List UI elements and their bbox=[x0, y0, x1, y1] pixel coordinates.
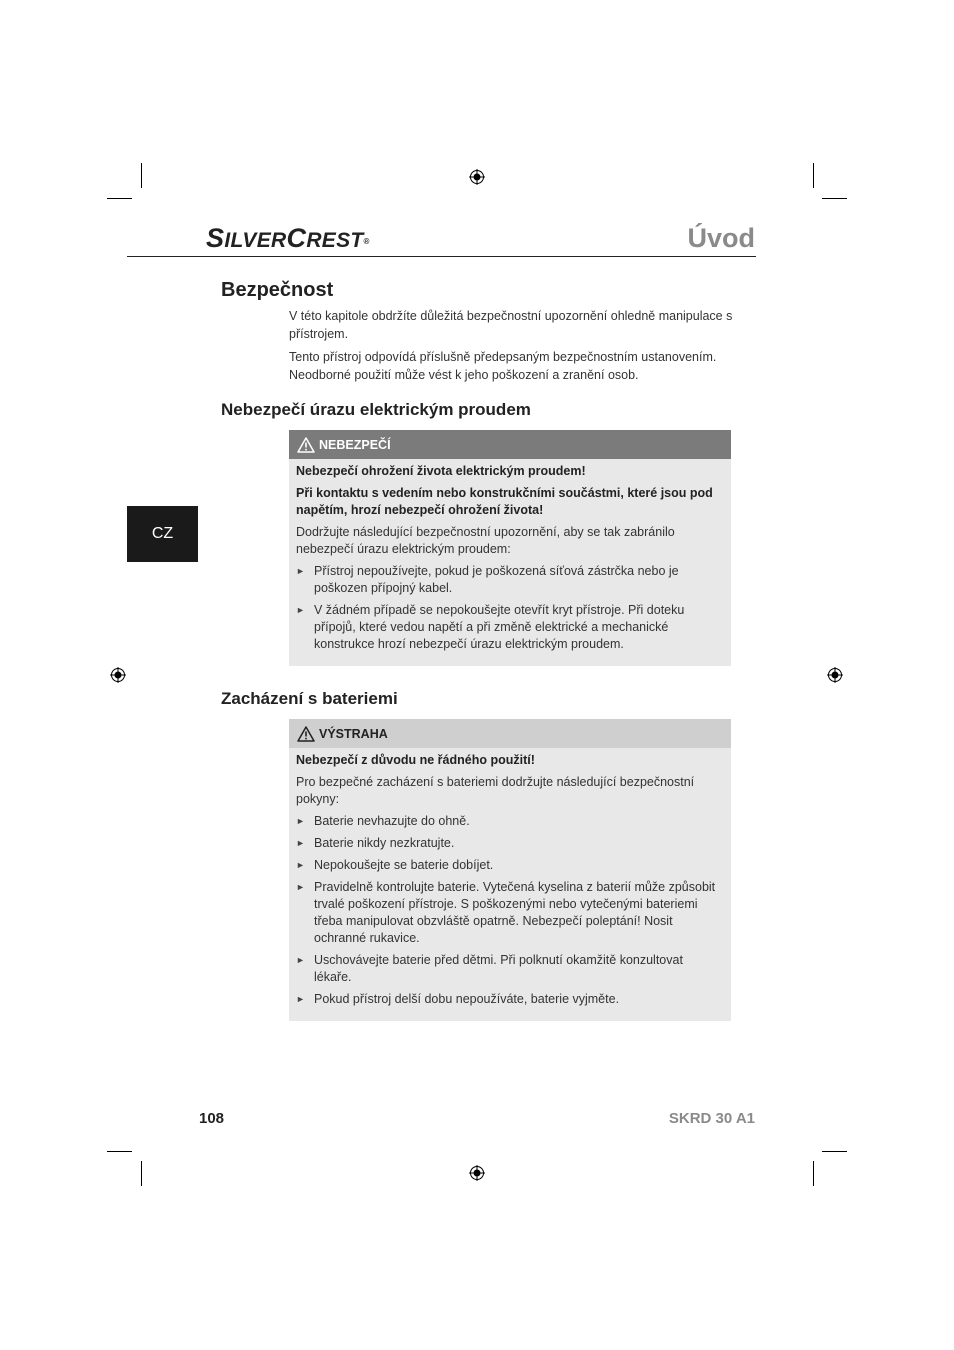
crop-mark bbox=[822, 198, 847, 199]
list-item bbox=[296, 952, 723, 986]
list-item-text: V žádném případě se nepokoušejte otevřít kryt přístroje. Při doteku přípojů, které vedou napětí a při změně elektrické a mechanické konstrukce hrozí nebezpečí úrazu elektrickým proudem. bbox=[314, 603, 685, 651]
registration-mark-icon bbox=[469, 1165, 485, 1181]
crop-mark bbox=[813, 163, 814, 188]
crop-mark bbox=[813, 1161, 814, 1186]
arrow-bullet-icon: ► bbox=[296, 860, 305, 870]
list-item-text: Pravidelně kontrolujte baterie. Vytečená kyselina z baterií může způsobit trvalé poškození přístroje. S poškozenými nebo vytečenými bateriemi třeba manipulovat obzvláště opatrně. Nebezpečí poleptání! Nosit ochranné rukavice. bbox=[314, 880, 716, 945]
warning-bold-text: Nebezpečí z důvodu ne řádného použití! bbox=[296, 753, 535, 767]
danger-box bbox=[289, 430, 731, 666]
warning-intro: Pro bezpečné zacházení s bateriemi dodržujte následující bezpečnostní pokyny: bbox=[296, 775, 695, 806]
list-item-text: Baterie nevhazujte do ohně. bbox=[314, 814, 470, 828]
arrow-bullet-icon: ► bbox=[296, 838, 305, 848]
danger-bold-text: Při kontaktu s vedením nebo konstrukčními součástmi, které jsou pod napětím, hrozí nebezpečí ohrožení života! bbox=[296, 486, 713, 517]
list-item-text: Nepokoušejte se baterie dobíjet. bbox=[314, 858, 494, 872]
registration-mark-icon bbox=[469, 169, 485, 185]
warning-box-header bbox=[289, 719, 731, 748]
crop-mark bbox=[107, 1151, 132, 1152]
list-item bbox=[296, 879, 723, 947]
language-tab: CZ bbox=[127, 506, 198, 562]
warning-triangle-icon bbox=[297, 437, 315, 453]
section-title: Bezpečnost bbox=[221, 279, 334, 301]
registered-mark: ® bbox=[363, 237, 370, 246]
crop-mark bbox=[141, 163, 142, 188]
arrow-bullet-icon: ► bbox=[296, 882, 305, 892]
list-item bbox=[296, 991, 723, 1008]
crop-mark bbox=[107, 198, 132, 199]
header-rule bbox=[127, 256, 756, 257]
model-number: SKRD 30 A1 bbox=[668, 1110, 755, 1127]
intro-paragraph: Tento přístroj odpovídá příslušně předepsaným bezpečnostním ustanovením. Neodborné použití může vést k jeho poškození a zranění osob. bbox=[289, 350, 717, 382]
arrow-bullet-icon: ► bbox=[296, 605, 305, 615]
list-item-text: Baterie nikdy nezkratujte. bbox=[314, 836, 455, 850]
batteries-heading: Zacházení s bateriemi bbox=[221, 689, 398, 708]
list-item bbox=[296, 857, 723, 874]
brand-logo bbox=[206, 221, 370, 258]
danger-list bbox=[296, 563, 723, 653]
logo-text: ILVER bbox=[224, 229, 287, 252]
danger-bold-text: Nebezpečí ohrožení života elektrickým proudem! bbox=[296, 464, 586, 478]
list-item-text: Pokud přístroj delší dobu nepoužíváte, baterie vyjměte. bbox=[314, 992, 620, 1006]
page-number: 108 bbox=[199, 1110, 225, 1127]
arrow-bullet-icon: ► bbox=[296, 955, 305, 965]
arrow-bullet-icon: ► bbox=[296, 994, 305, 1004]
logo-letter: S bbox=[206, 223, 225, 253]
list-item bbox=[296, 602, 723, 653]
list-item bbox=[296, 813, 723, 830]
warning-triangle-icon bbox=[297, 726, 315, 742]
registration-mark-icon bbox=[827, 667, 843, 683]
list-item bbox=[296, 563, 723, 597]
logo-text: REST bbox=[306, 229, 364, 252]
crop-mark bbox=[822, 1151, 847, 1152]
registration-mark-icon bbox=[110, 667, 126, 683]
list-item-text: Uschovávejte baterie před dětmi. Při polknutí okamžitě konzultovat lékaře. bbox=[314, 953, 683, 984]
warning-box bbox=[289, 719, 731, 1021]
danger-intro: Dodržujte následující bezpečnostní upozornění, aby se tak zabránilo nebezpečí úrazu elektrickým proudem: bbox=[296, 525, 675, 556]
danger-box-header bbox=[289, 430, 731, 459]
crop-mark bbox=[141, 1161, 142, 1186]
intro-paragraph: V této kapitole obdržíte důležitá bezpečnostní upozornění ohledně manipulace s přístrojem. bbox=[289, 309, 733, 341]
logo-letter: C bbox=[286, 223, 307, 253]
arrow-bullet-icon: ► bbox=[296, 816, 305, 826]
chapter-title: Úvod bbox=[687, 223, 755, 253]
list-item bbox=[296, 835, 723, 852]
danger-label: NEBEZPEČÍ bbox=[319, 437, 391, 452]
warning-label: VÝSTRAHA bbox=[319, 726, 388, 741]
electric-heading: Nebezpečí úrazu elektrickým proudem bbox=[221, 400, 531, 419]
list-item-text: Přístroj nepoužívejte, pokud je poškozená síťová zástrčka nebo je poškozen přípojný kabel. bbox=[314, 564, 679, 595]
arrow-bullet-icon: ► bbox=[296, 566, 305, 576]
warning-list bbox=[296, 813, 723, 1008]
